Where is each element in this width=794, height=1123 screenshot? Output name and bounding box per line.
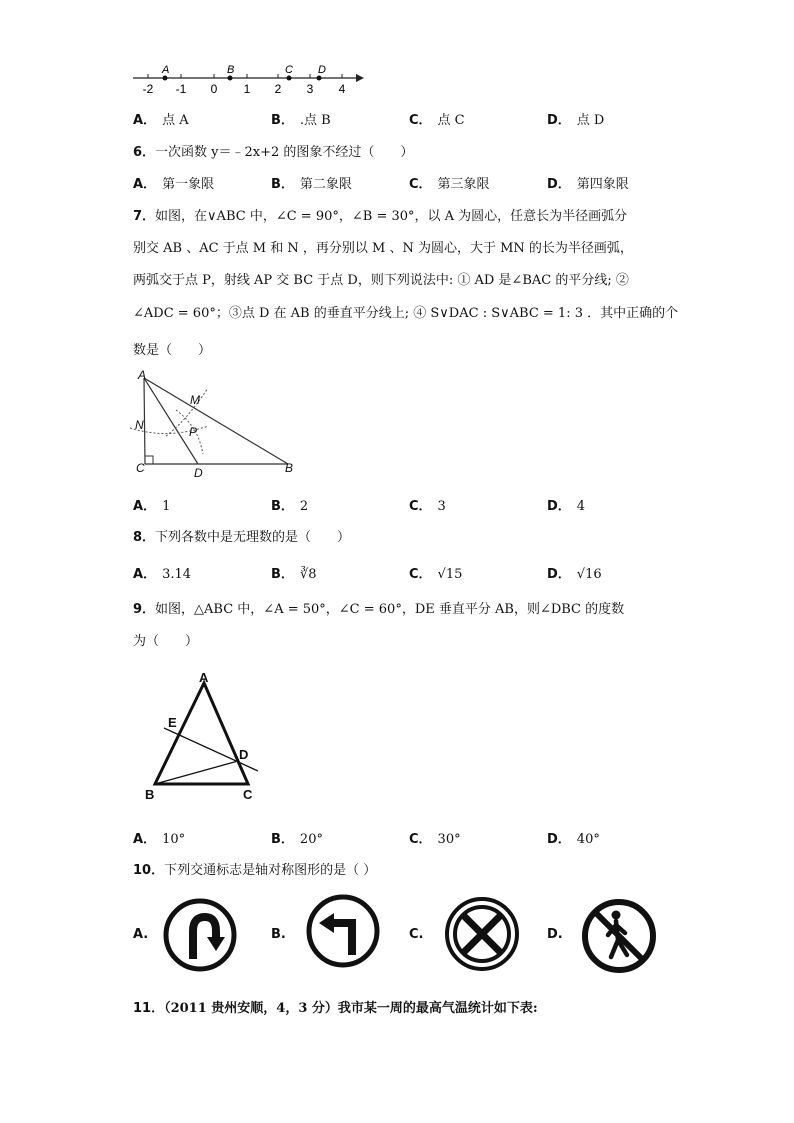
q10-stem: 10．下列交通标志是轴对称图形的是（ ） [133,863,377,878]
q7-stem-line: 别交 AB 、AC 于点 M 和 N ，再分别以 M 、N 为圆心，大于 MN 的长为半径画弧， [133,241,633,256]
q8-option-d[interactable]: D． √16 [547,567,602,582]
q9-option-b[interactable]: B． 20° [271,832,323,847]
q10-option-c-label[interactable]: C. [409,927,424,942]
q11-stem: 11．（2011 贵州安顺，4，3 分）我市某一周的最高气温统计如下表: [133,1001,538,1016]
q10-option-d-label[interactable]: D. [547,927,563,942]
q10-option-a-label[interactable]: A. [133,927,149,942]
tick-label: -1 [175,82,187,96]
q9-option-c[interactable]: C． 30° [409,832,461,847]
q10-option-b-label[interactable]: B. [271,927,286,942]
q8-stem: 8．下列各数中是无理数的是（ ） [133,530,351,545]
left-turn-sign-icon[interactable] [305,893,381,969]
q7-stem-line: 两弧交于点 P，射线 AP 交 BC 于点 D，则下列说法中: ① AD 是∠BAC 的平分线; ② [133,273,629,288]
q9-option-a[interactable]: A． 10° [133,832,186,847]
figure-label: B [145,787,155,802]
tick-label: 4 [338,82,346,96]
q6-option-a[interactable]: A． 第一象限 [133,177,215,192]
q6-stem: 6．一次函数 y＝﹣2x+2 的图象不经过（ ） [133,145,414,160]
u-turn-sign-icon[interactable] [162,897,238,973]
figure-label: B [285,461,294,475]
q7-stem-line: 7．如图，在∨ABC 中，∠C = 90°，∠B = 30°，以 A 为圆心，任意长为半径画弧分 [133,209,628,224]
q6-option-b[interactable]: B． 第二象限 [271,177,352,192]
q5-option-a[interactable]: A． 点 A [133,113,189,128]
q8-option-b[interactable]: B． ∛8 [271,567,317,582]
tick-label: 2 [274,82,282,96]
figure-label: C [243,787,253,802]
figure-label: A [138,368,147,382]
tick-label: -2 [142,82,154,96]
q5-option-d[interactable]: D． 点 D [547,113,605,128]
q8-option-a[interactable]: A． 3.14 [133,567,192,582]
q7-stem-line: ∠ADC = 60°；③点 D 在 AB 的垂直平分线上; ④ S∨DAC : S∨ABC = 1: 3 ．其中正确的个 [133,306,679,321]
q7-stem-line: 数是（ ） [133,343,212,358]
figure-label: C [136,461,145,475]
point-label: D [318,64,326,76]
point-label: B [227,64,235,76]
figure-label: D [239,747,249,762]
tick-label: 3 [306,82,314,96]
figure-label: N [135,418,144,432]
q7-triangle-figure [128,366,308,481]
q8-option-c[interactable]: C． √15 [409,567,463,582]
q7-option-a[interactable]: A． 1 [133,499,171,514]
point-label: A [162,64,170,76]
tick-label: 0 [210,82,218,96]
q9-stem-line: 为（ ） [133,634,199,649]
no-pedestrians-sign-icon[interactable] [580,897,658,975]
figure-label: E [168,715,177,730]
q6-option-c[interactable]: C． 第三象限 [409,177,490,192]
q6-option-d[interactable]: D． 第四象限 [547,177,629,192]
q7-option-c[interactable]: C． 3 [409,499,446,514]
q7-option-b[interactable]: B． 2 [271,499,309,514]
q9-triangle-figure [140,668,270,803]
no-stopping-sign-icon[interactable] [443,895,521,973]
figure-label: P [189,425,198,439]
q9-option-d[interactable]: D． 40° [547,832,600,847]
figure-label: D [194,466,203,480]
figure-label: A [199,670,209,685]
q5-option-b[interactable]: B． .点 B [271,113,331,128]
figure-label: M [190,393,200,407]
q9-stem-line: 9．如图，△ABC 中，∠A = 50°，∠C = 60°，DE 垂直平分 AB，则∠DBC 的度数 [133,602,625,617]
point-label: C [285,64,293,76]
tick-label: 1 [243,82,251,96]
q5-option-c[interactable]: C． 点 C [409,113,465,128]
number-line-figure [128,60,368,98]
q7-option-d[interactable]: D． 4 [547,499,586,514]
